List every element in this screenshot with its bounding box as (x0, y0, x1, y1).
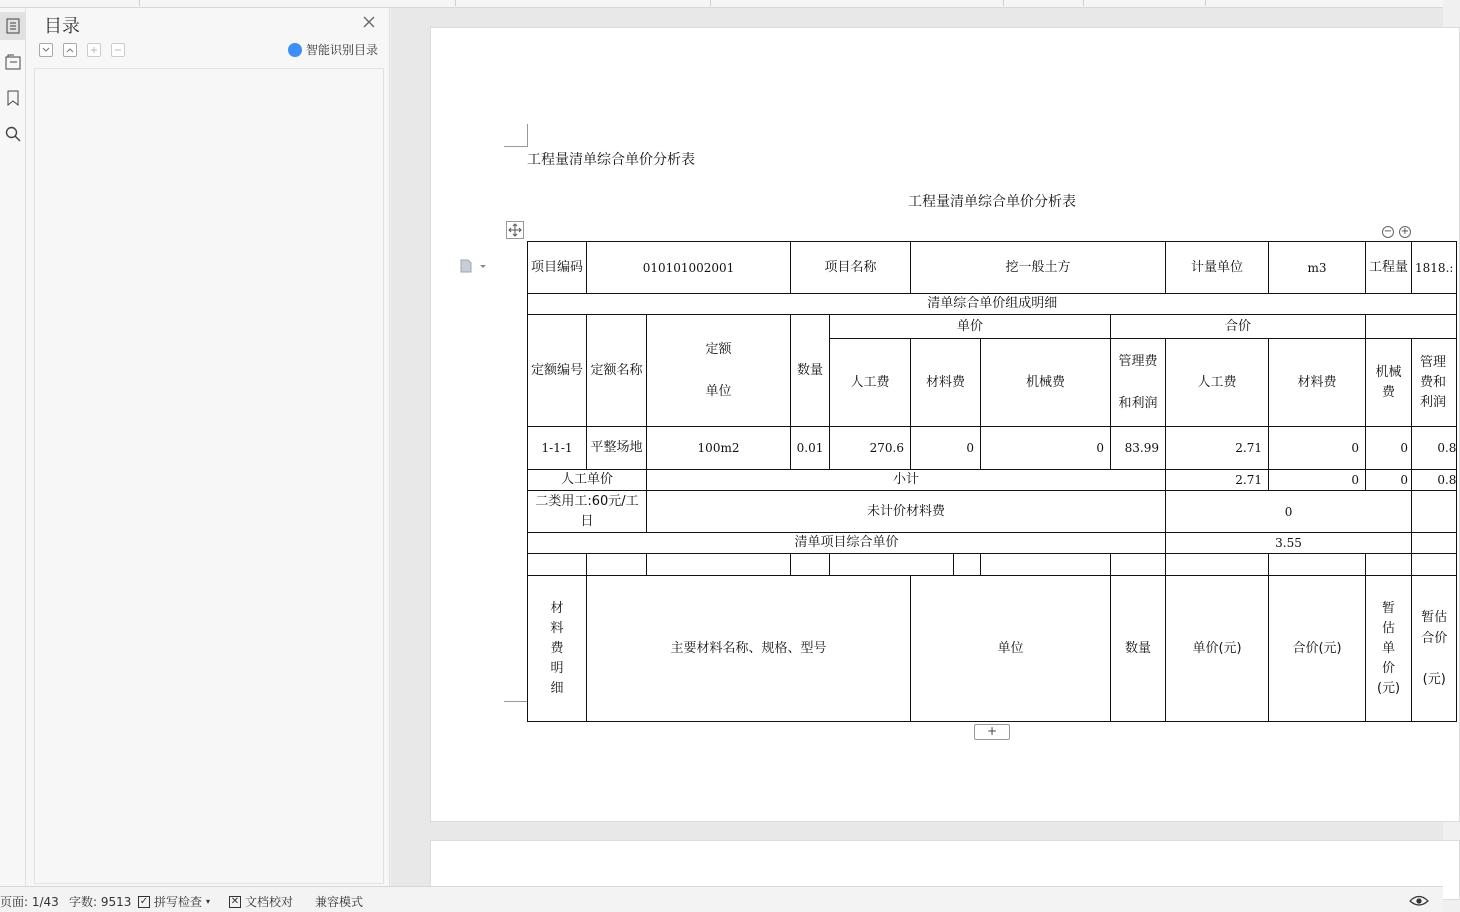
detail-cell: 1-1-1 (528, 427, 587, 470)
header-line: 和利润 (1118, 395, 1158, 411)
minus-icon (114, 46, 122, 54)
document-canvas[interactable] (391, 8, 1457, 886)
compat-mode (315, 893, 363, 910)
remove-heading-button[interactable] (111, 43, 125, 57)
search-button[interactable] (0, 120, 26, 148)
toc-panel (26, 8, 390, 886)
material-header: 单价(元) (1166, 576, 1269, 722)
blank-cell (830, 554, 954, 576)
toc-toolbar (39, 43, 125, 57)
blank-cell (1366, 554, 1412, 576)
collapse-all-button[interactable] (63, 43, 77, 57)
material-header: 主要材料名称、规格、型号 (587, 576, 911, 722)
header-cell: 材料费 (1269, 339, 1366, 427)
unpriced-label: 未计价材料费 (647, 491, 1166, 533)
unit-price-label: 清单项目综合单价 (528, 533, 1166, 554)
doc-proof-button[interactable] (229, 893, 293, 910)
section-heading: 清单综合单价组成明细 (528, 294, 1457, 315)
header-line: 管理费 (1118, 353, 1158, 369)
detail-cell: 0 (911, 427, 981, 470)
detail-cell: 0 (981, 427, 1111, 470)
status-bar (0, 886, 1443, 912)
paragraph-menu-icon[interactable] (460, 259, 486, 273)
subtotal-cell: 0 (1366, 470, 1412, 491)
header-cell: 材料费 (911, 339, 981, 427)
blank-cell (954, 554, 981, 576)
add-heading-button[interactable] (87, 43, 101, 57)
cell-value: 挖一般土方 (911, 242, 1166, 294)
page-indicator[interactable] (0, 893, 59, 910)
header-cell (1366, 315, 1457, 339)
blank-cell (647, 554, 791, 576)
blank-cell (1166, 554, 1269, 576)
toc-icon (6, 18, 20, 34)
header-line: 暂估合价 (1421, 610, 1448, 646)
header-cell: 定额名称 (587, 315, 647, 427)
unit-price-extra (1412, 533, 1457, 554)
header-cell: 合价 (1111, 315, 1366, 339)
detail-cell: 平整场地 (587, 427, 647, 470)
proofread-icon: ✕ (230, 895, 240, 907)
expand-all-button[interactable] (39, 43, 53, 57)
detail-cell: 83.99 (1111, 427, 1166, 470)
header-cell (1111, 339, 1166, 427)
unit-price-value: 3.55 (1166, 533, 1412, 554)
dropdown-icon: ▾ (206, 897, 211, 906)
margin-mark (504, 701, 528, 702)
toc-panel-title: 目录 (44, 16, 80, 37)
compat-mode-label: 兼容模式 (315, 895, 364, 909)
smart-toc-label: 智能识别目录 (306, 43, 379, 57)
blank-cell (1269, 554, 1366, 576)
header-cell: 机械费 (1366, 339, 1412, 427)
subtotal-cell: 0.8 (1412, 470, 1457, 491)
toc-list-area[interactable] (34, 68, 384, 884)
blank-cell (587, 554, 647, 576)
material-header: 合价(元) (1269, 576, 1366, 722)
cell-value: 1818.: (1412, 242, 1457, 294)
add-row-button[interactable]: + (974, 724, 1010, 740)
subtotal-label: 人工单价 (528, 470, 647, 491)
detail-cell: 2.71 (1166, 427, 1269, 470)
add-column-icon[interactable]: + (1400, 226, 1410, 237)
smart-toc-button[interactable] (288, 41, 378, 58)
table-title: 工程量清单综合单价分析表 (908, 194, 1076, 210)
material-header: 暂估单价(元) (1366, 576, 1412, 722)
cell-value: m3 (1269, 242, 1366, 294)
eye-protection-icon[interactable] (1409, 894, 1429, 907)
analysis-table (527, 241, 1457, 722)
detail-cell: 0 (1366, 427, 1412, 470)
blank-cell (981, 554, 1111, 576)
chapter-nav-button[interactable] (0, 48, 26, 76)
material-header: 数量 (1111, 576, 1166, 722)
header-cell: 管理费和利润 (1412, 339, 1457, 427)
cell-value: 010101002001 (587, 242, 791, 294)
detail-cell: 0.01 (791, 427, 830, 470)
word-count[interactable] (69, 893, 131, 910)
detail-cell: 100m2 (647, 427, 791, 470)
check-icon: ✓ (139, 895, 149, 907)
move-icon (508, 223, 522, 237)
ai-icon (288, 43, 302, 57)
chapter-icon (5, 54, 21, 70)
word-count-label: 字数: 9513 (69, 895, 132, 909)
toc-toggle-button[interactable] (0, 12, 26, 40)
blank-cell (791, 554, 830, 576)
header-cell: 单价 (830, 315, 1111, 339)
detail-cell: 0.8 (1412, 427, 1457, 470)
blank-cell (528, 554, 587, 576)
cell-label: 计量单位 (1166, 242, 1269, 294)
header-cell: 人工费 (1166, 339, 1269, 427)
detail-cell: 0 (1269, 427, 1366, 470)
delete-column-icon[interactable]: − (1383, 226, 1393, 237)
blank-cell (1111, 554, 1166, 576)
detail-cell: 270.6 (830, 427, 911, 470)
bookmark-button[interactable] (0, 84, 26, 112)
subtotal-cell: 0 (1269, 470, 1366, 491)
margin-mark (527, 124, 528, 146)
margin-mark (504, 146, 528, 147)
close-icon[interactable] (362, 15, 376, 29)
spell-check-toggle[interactable] (138, 893, 210, 910)
cell-label: 工程量 (1366, 242, 1412, 294)
page-count: 页面: 1/43 (0, 895, 59, 909)
left-icon-rail (0, 8, 26, 886)
cell-label: 项目编码 (528, 242, 587, 294)
doc-caption: 工程量清单综合单价分析表 (527, 152, 695, 168)
header-cell: 数量 (791, 315, 830, 427)
top-tab-strip (0, 0, 1443, 8)
header-cell (647, 315, 791, 427)
cell-label: 项目名称 (791, 242, 911, 294)
doc-proof-label: 文档校对 (245, 895, 294, 909)
search-icon (5, 126, 21, 142)
document-page[interactable] (430, 27, 1460, 822)
blank-cell (1412, 554, 1457, 576)
material-header (1412, 576, 1457, 722)
chevron-up-icon (66, 47, 74, 53)
material-header: 单位 (911, 576, 1111, 722)
header-line: 单位 (705, 383, 732, 399)
header-cell: 定额编号 (528, 315, 587, 427)
header-line: 定额 (705, 341, 732, 357)
header-cell: 机械费 (981, 339, 1111, 427)
labor-rate-cell: 二类用工:60元/工日 (528, 491, 647, 533)
table-move-handle[interactable] (506, 221, 524, 239)
unpriced-extra (1412, 491, 1457, 533)
material-side-label: 材料费明细 (528, 576, 587, 722)
spell-check-label: 拼写检查 (154, 895, 203, 909)
chevron-down-icon (42, 47, 50, 53)
header-cell: 人工费 (830, 339, 911, 427)
plus-icon (90, 46, 98, 54)
subtotal-title: 小计 (647, 470, 1166, 491)
subtotal-cell: 2.71 (1166, 470, 1269, 491)
header-line: (元) (1422, 672, 1446, 687)
bookmark-icon (7, 90, 19, 106)
unpriced-value: 0 (1166, 491, 1412, 533)
